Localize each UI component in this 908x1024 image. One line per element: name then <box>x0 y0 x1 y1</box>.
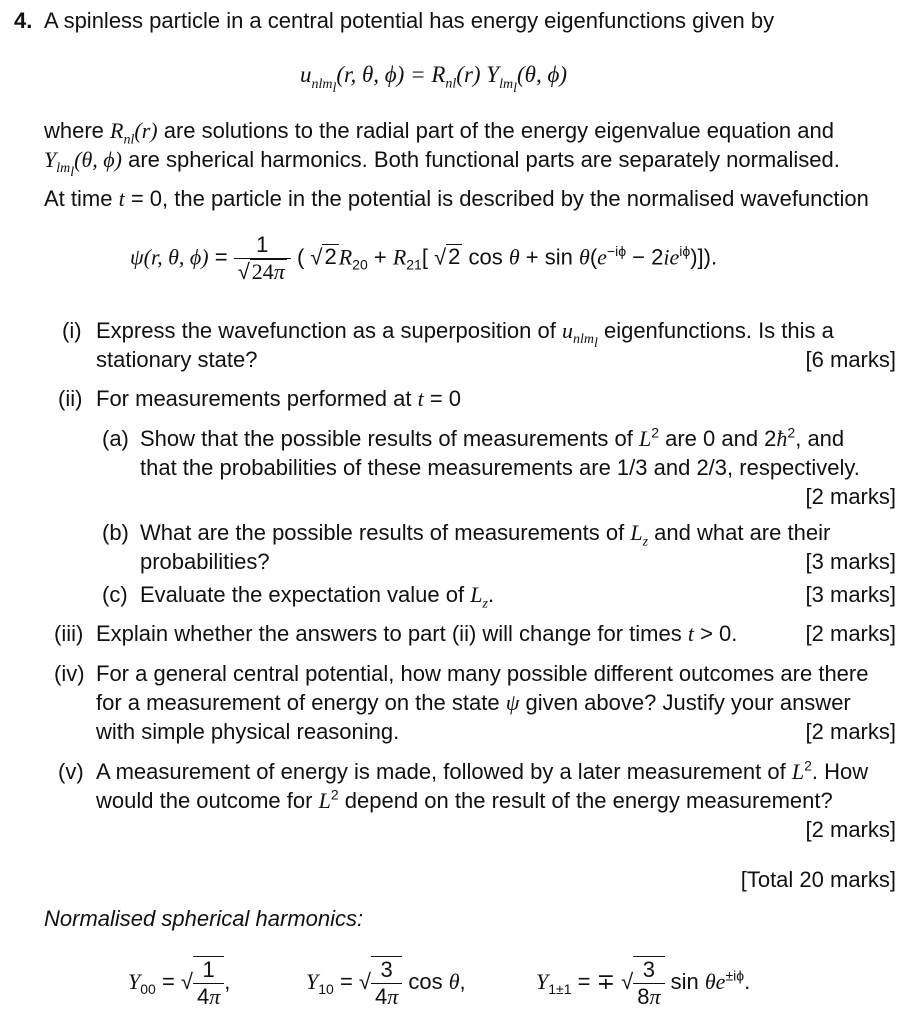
where-line-1: where $R_{nl}(r)$ are solutions to the radial part of the energy eigenvalue equation and <box>44 118 834 148</box>
part-iv-line-3: with simple physical reasoning. <box>96 719 400 744</box>
question-intro: A spinless particle in a central potential has energy eigenfunctions given by <box>44 8 775 33</box>
part-iii-marks: [2 marks] <box>805 621 896 646</box>
part-c-line-1: Evaluate the expectation value of $L_z$. <box>140 582 495 612</box>
part-i-marks: [6 marks] <box>805 347 896 372</box>
part-ii-label: (ii) <box>58 386 83 411</box>
part-iv-label: (iv) <box>54 661 85 686</box>
part-b-line-1: What are the possible results of measurements of $L_z$ and what are their <box>140 520 831 550</box>
part-iv-marks: [2 marks] <box>805 719 896 744</box>
part-b-marks: [3 marks] <box>805 549 896 574</box>
harmonic-y1pm1: $Y_{1\pm 1}$ = ∓ √ $\frac{3}{8\pi}$ $\sin \theta e^{\pm i\phi}$. <box>536 957 751 1009</box>
part-ii-line-1: For measurements performed at t = 0 <box>96 386 462 411</box>
total-marks: [Total 20 marks] <box>740 867 896 892</box>
part-v-label: (v) <box>58 759 84 784</box>
part-iii-line-1: Explain whether the answers to part (ii) will change for times t > 0. <box>96 621 738 646</box>
part-c-marks: [3 marks] <box>805 582 896 607</box>
harmonic-y10: $Y_{10}$ = √ $\frac{3}{4\pi}$ cos θ, <box>306 957 466 1009</box>
part-iii-label: (iii) <box>54 621 84 646</box>
part-i-line-1: Express the wavefunction as a superposition of $u_{nlm_l}$ eigenfunctions. Is this a <box>96 318 834 352</box>
part-b-line-2: probabilities? <box>140 549 270 574</box>
part-a-label: (a) <box>102 426 129 451</box>
part-a-line-1: Show that the possible results of measurements of $L^2$ are 0 and $2ħ^2$, and <box>140 424 845 451</box>
part-b-label: (b) <box>102 520 129 545</box>
harmonic-y00: $Y_{00}$ = √ $\frac{1}{4\pi}$ , <box>128 957 231 1009</box>
part-v-marks: [2 marks] <box>805 817 896 842</box>
part-v-line-2: would the outcome for $L^2$ depend on the result of the energy measurement? <box>96 786 833 813</box>
eigenfunction-equation: $u_{nlm_l}(r$, θ, $\phi) = R_{nl}(r)$ $Y_{lm_l}(\theta$, ϕ) <box>300 62 568 96</box>
part-i-label: (i) <box>62 318 82 343</box>
where-line-2: $Y_{lm_l}(\theta$, ϕ) are spherical harmonics. Both functional parts are separately normalised. <box>44 147 840 181</box>
harmonics-heading: Normalised spherical harmonics: <box>44 906 364 931</box>
part-a-marks: [2 marks] <box>805 484 896 509</box>
part-v-line-1: A measurement of energy is made, followed by a later measurement of $L^2$. How <box>96 757 869 784</box>
time-line: At time t = 0, the particle in the potential is described by the normalised wavefunction <box>44 186 869 211</box>
question-number: 4. <box>14 8 33 33</box>
wavefunction-equation: ψ(r, θ, ϕ) = $\frac{1}{√24\pi}$ ( $√2R_{20} + R_{21}$[ √2 $\cos \theta + \sin \theta(e^{-i\phi} - 2ie^{i\phi})$]). <box>130 232 718 284</box>
part-a-line-2: that the probabilities of these measurements are 1/3 and 2/3, respectively. <box>140 455 860 480</box>
part-iv-line-1: For a general central potential, how many possible different outcomes are there <box>96 661 869 686</box>
part-i-line-2: stationary state? <box>96 347 258 372</box>
part-c-label: (c) <box>102 582 128 607</box>
part-iv-line-2: for a measurement of energy on the state ψ given above? Justify your answer <box>96 690 851 715</box>
